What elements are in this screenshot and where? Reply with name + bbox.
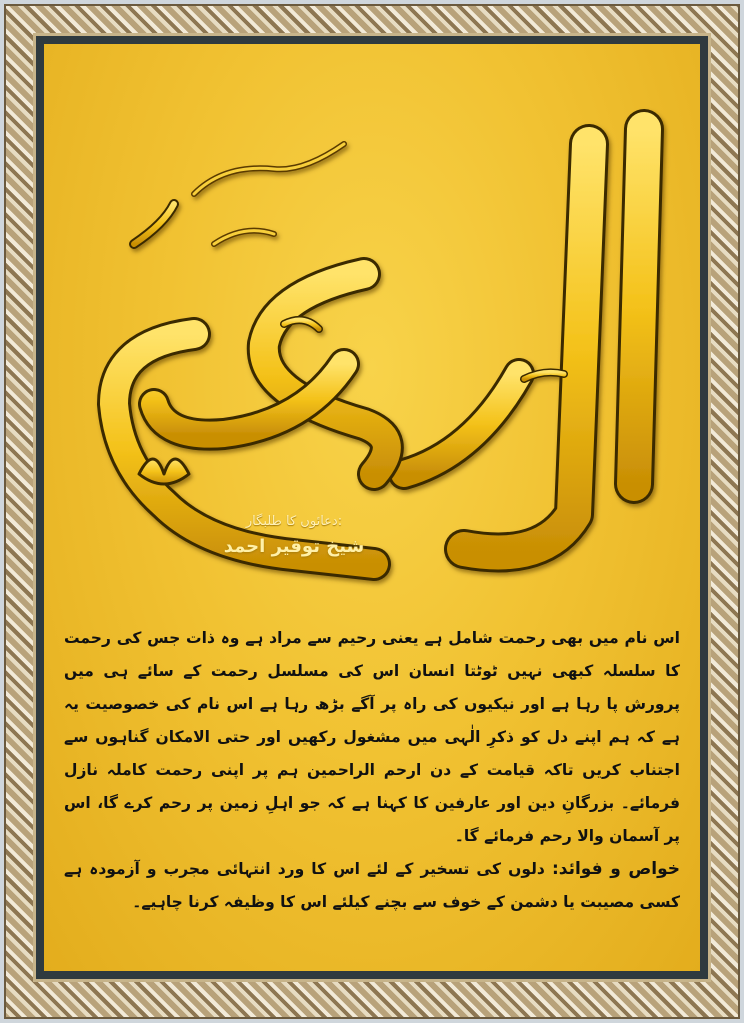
credit-name: شیخ توقیر احمد xyxy=(223,536,365,557)
khawas-label: خواص و فوائد: xyxy=(551,859,680,879)
description-paragraph: اس نام میں بھی رحمت شامل ہے یعنی رحیم سے مراد ہے وہ ذات جس کی رحمت کا سلسلہ کبھی نہیں ٹوٹتا انسان اس کی مسلسل رحمت کے سائے ہی میں پرورش پا رہا ہے اور نیکیوں کی راہ پر آگے بڑھ رہا ہے اس نام کی خصوصیت یہ ہے کہ ہم اپنے دل کو ذکرِ الٰہی میں مشغول رکھیں اور حتی الامکان گناہوں سے اجتناب کریں تاکہ قیامت کے دن ارحم الراحمین ہم پر اپنی رحمت کاملہ نازل فرمائے۔ بزرگانِ دین اور عارفین کا کہنا ہے کہ جو اہلِ زمین پر رحم کرے گا، اس پر آسمان والا رحم فرمائے گا۔ xyxy=(64,629,680,845)
credit-label: دعائوں کا طلبگار: xyxy=(245,514,343,529)
description-text xyxy=(64,622,680,919)
gold-panel xyxy=(44,44,700,971)
khawas-text: دلوں کی تسخیر کے لئے اس کا ورد انتہائی مجرب و آزمودہ ہے کسی مصیبت یا دشمن کے خوف سے بچنے کیلئے اس کا وظیفہ کرنا چاہیے۔ xyxy=(64,860,680,911)
khawas-paragraph xyxy=(64,853,680,919)
